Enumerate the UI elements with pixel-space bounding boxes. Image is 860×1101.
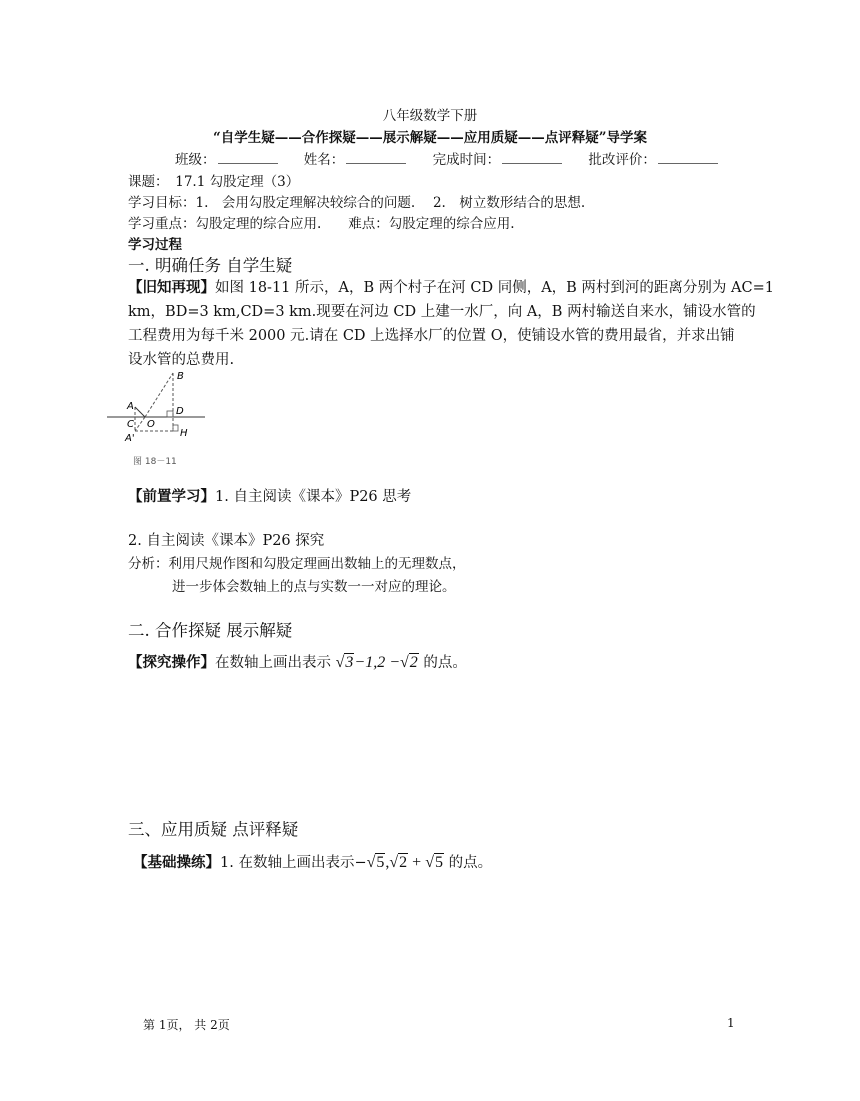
- explore-text-after: 的点。: [423, 655, 467, 671]
- completion-time-label: 完成时间：: [432, 152, 501, 168]
- label-o: O: [147, 419, 155, 430]
- geometry-figure: [105, 365, 215, 470]
- document-subtitle: “自学生疑——合作探疑——展示解疑——应用质疑——点评释疑”导学案: [212, 130, 648, 146]
- basic-text-after: 的点。: [448, 855, 493, 871]
- label-h: H: [180, 428, 188, 439]
- right-angle-h: [173, 425, 178, 431]
- learning-focus: 学习重点：勾股定理的综合应用. 难点：勾股定理的综合应用.: [128, 216, 515, 232]
- explore-text-before: 在数轴上画出表示: [215, 655, 331, 671]
- pre-study-label: 【前置学习】: [128, 488, 215, 505]
- page-number: 1: [727, 1016, 735, 1030]
- analysis-line1: 分析：利用尺规作图和勾股定理画出数轴上的无理数点，: [128, 556, 466, 572]
- pre-study-line: [128, 485, 411, 506]
- pre-study-text: 1. 自主阅读《课本》P26 思考: [215, 489, 412, 505]
- review-text-1: 如图 18-11 所示，A，B 两个村子在河 CD 同侧，A，B 两村到河的距离分别为 AC=1: [215, 280, 774, 296]
- name-field-label: 姓名：: [303, 152, 345, 168]
- basic-practice-line: [133, 851, 492, 872]
- segment-ao: [135, 407, 145, 417]
- class-field-blank[interactable]: [218, 152, 278, 164]
- label-d: D: [176, 406, 184, 417]
- expr-middle: −1,2 −: [354, 654, 400, 671]
- learning-goals: 学习目标：1. 会用勾股定理解决较综合的问题. 2. 树立数形结合的思想.: [128, 195, 586, 211]
- right-angle-d: [167, 411, 173, 417]
- explore-line: [128, 651, 467, 672]
- review-paragraph-line2: km，BD=3 km,CD=3 km.现要在河边 CD 上建一水厂，向 A，B 两村输送自来水，铺设水管的: [128, 304, 756, 320]
- sqrt5a-radicand: 5: [376, 854, 385, 871]
- class-field-label: 班级：: [175, 152, 216, 168]
- section1-heading: 一. 明确任务 自学生疑: [128, 256, 293, 275]
- completion-time-blank[interactable]: [502, 152, 562, 164]
- pre-study-item2: 2. 自主阅读《课本》P26 探究: [128, 533, 325, 549]
- label-c: C: [127, 419, 134, 430]
- segment-ob: [145, 373, 173, 417]
- section3-heading: 三、应用质疑 点评释疑: [128, 820, 299, 839]
- label-a: A: [127, 401, 134, 412]
- explore-label: 【探究操作】: [128, 654, 215, 671]
- expr-comma: ,: [385, 854, 390, 871]
- grade-title: 八年级数学下册: [382, 108, 478, 124]
- sqrt3-radicand: 3: [345, 654, 354, 671]
- review-label: 【旧知再现】: [128, 279, 215, 296]
- explore-expression: √3−1,2 −√2: [335, 654, 418, 671]
- grading-blank[interactable]: [658, 152, 718, 164]
- review-paragraph-line1: [128, 276, 774, 297]
- label-b: B: [177, 371, 184, 382]
- sqrt2-radicand: 2: [409, 654, 418, 671]
- segment-oa-prime: [135, 417, 145, 431]
- analysis-line2: 进一步体会数轴上的点与实数一一对应的理论。: [172, 579, 456, 595]
- basic-text-before: 1. 在数轴上画出表示−: [220, 855, 367, 871]
- info-row: [175, 148, 718, 168]
- figure-caption: 图 18－11: [133, 457, 177, 467]
- sqrt5b-radicand: 5: [434, 854, 443, 871]
- label-a-prime: A': [125, 433, 135, 444]
- sqrt2b-radicand: 2: [399, 854, 408, 871]
- section2-heading: 二. 合作探疑 展示解疑: [128, 621, 293, 640]
- grading-label: 批改评价：: [588, 152, 656, 168]
- basic-expression: √5,√2 + √5: [366, 854, 443, 871]
- expr-plus: +: [408, 854, 426, 871]
- review-paragraph-line4: 设水管的总费用.: [128, 352, 235, 368]
- name-field-blank[interactable]: [346, 152, 406, 164]
- review-paragraph-line3: 工程费用为每千米 2000 元.请在 CD 上选择水厂的位置 O，使铺设水管的费用最省，并求出铺: [128, 328, 735, 344]
- page-info: 第 1页， 共 2页: [143, 1018, 230, 1032]
- basic-practice-label: 【基础操练】: [133, 854, 220, 871]
- process-heading: 学习过程: [128, 237, 182, 253]
- lesson-topic: 课题： 17.1 勾股定理（3）: [128, 174, 300, 190]
